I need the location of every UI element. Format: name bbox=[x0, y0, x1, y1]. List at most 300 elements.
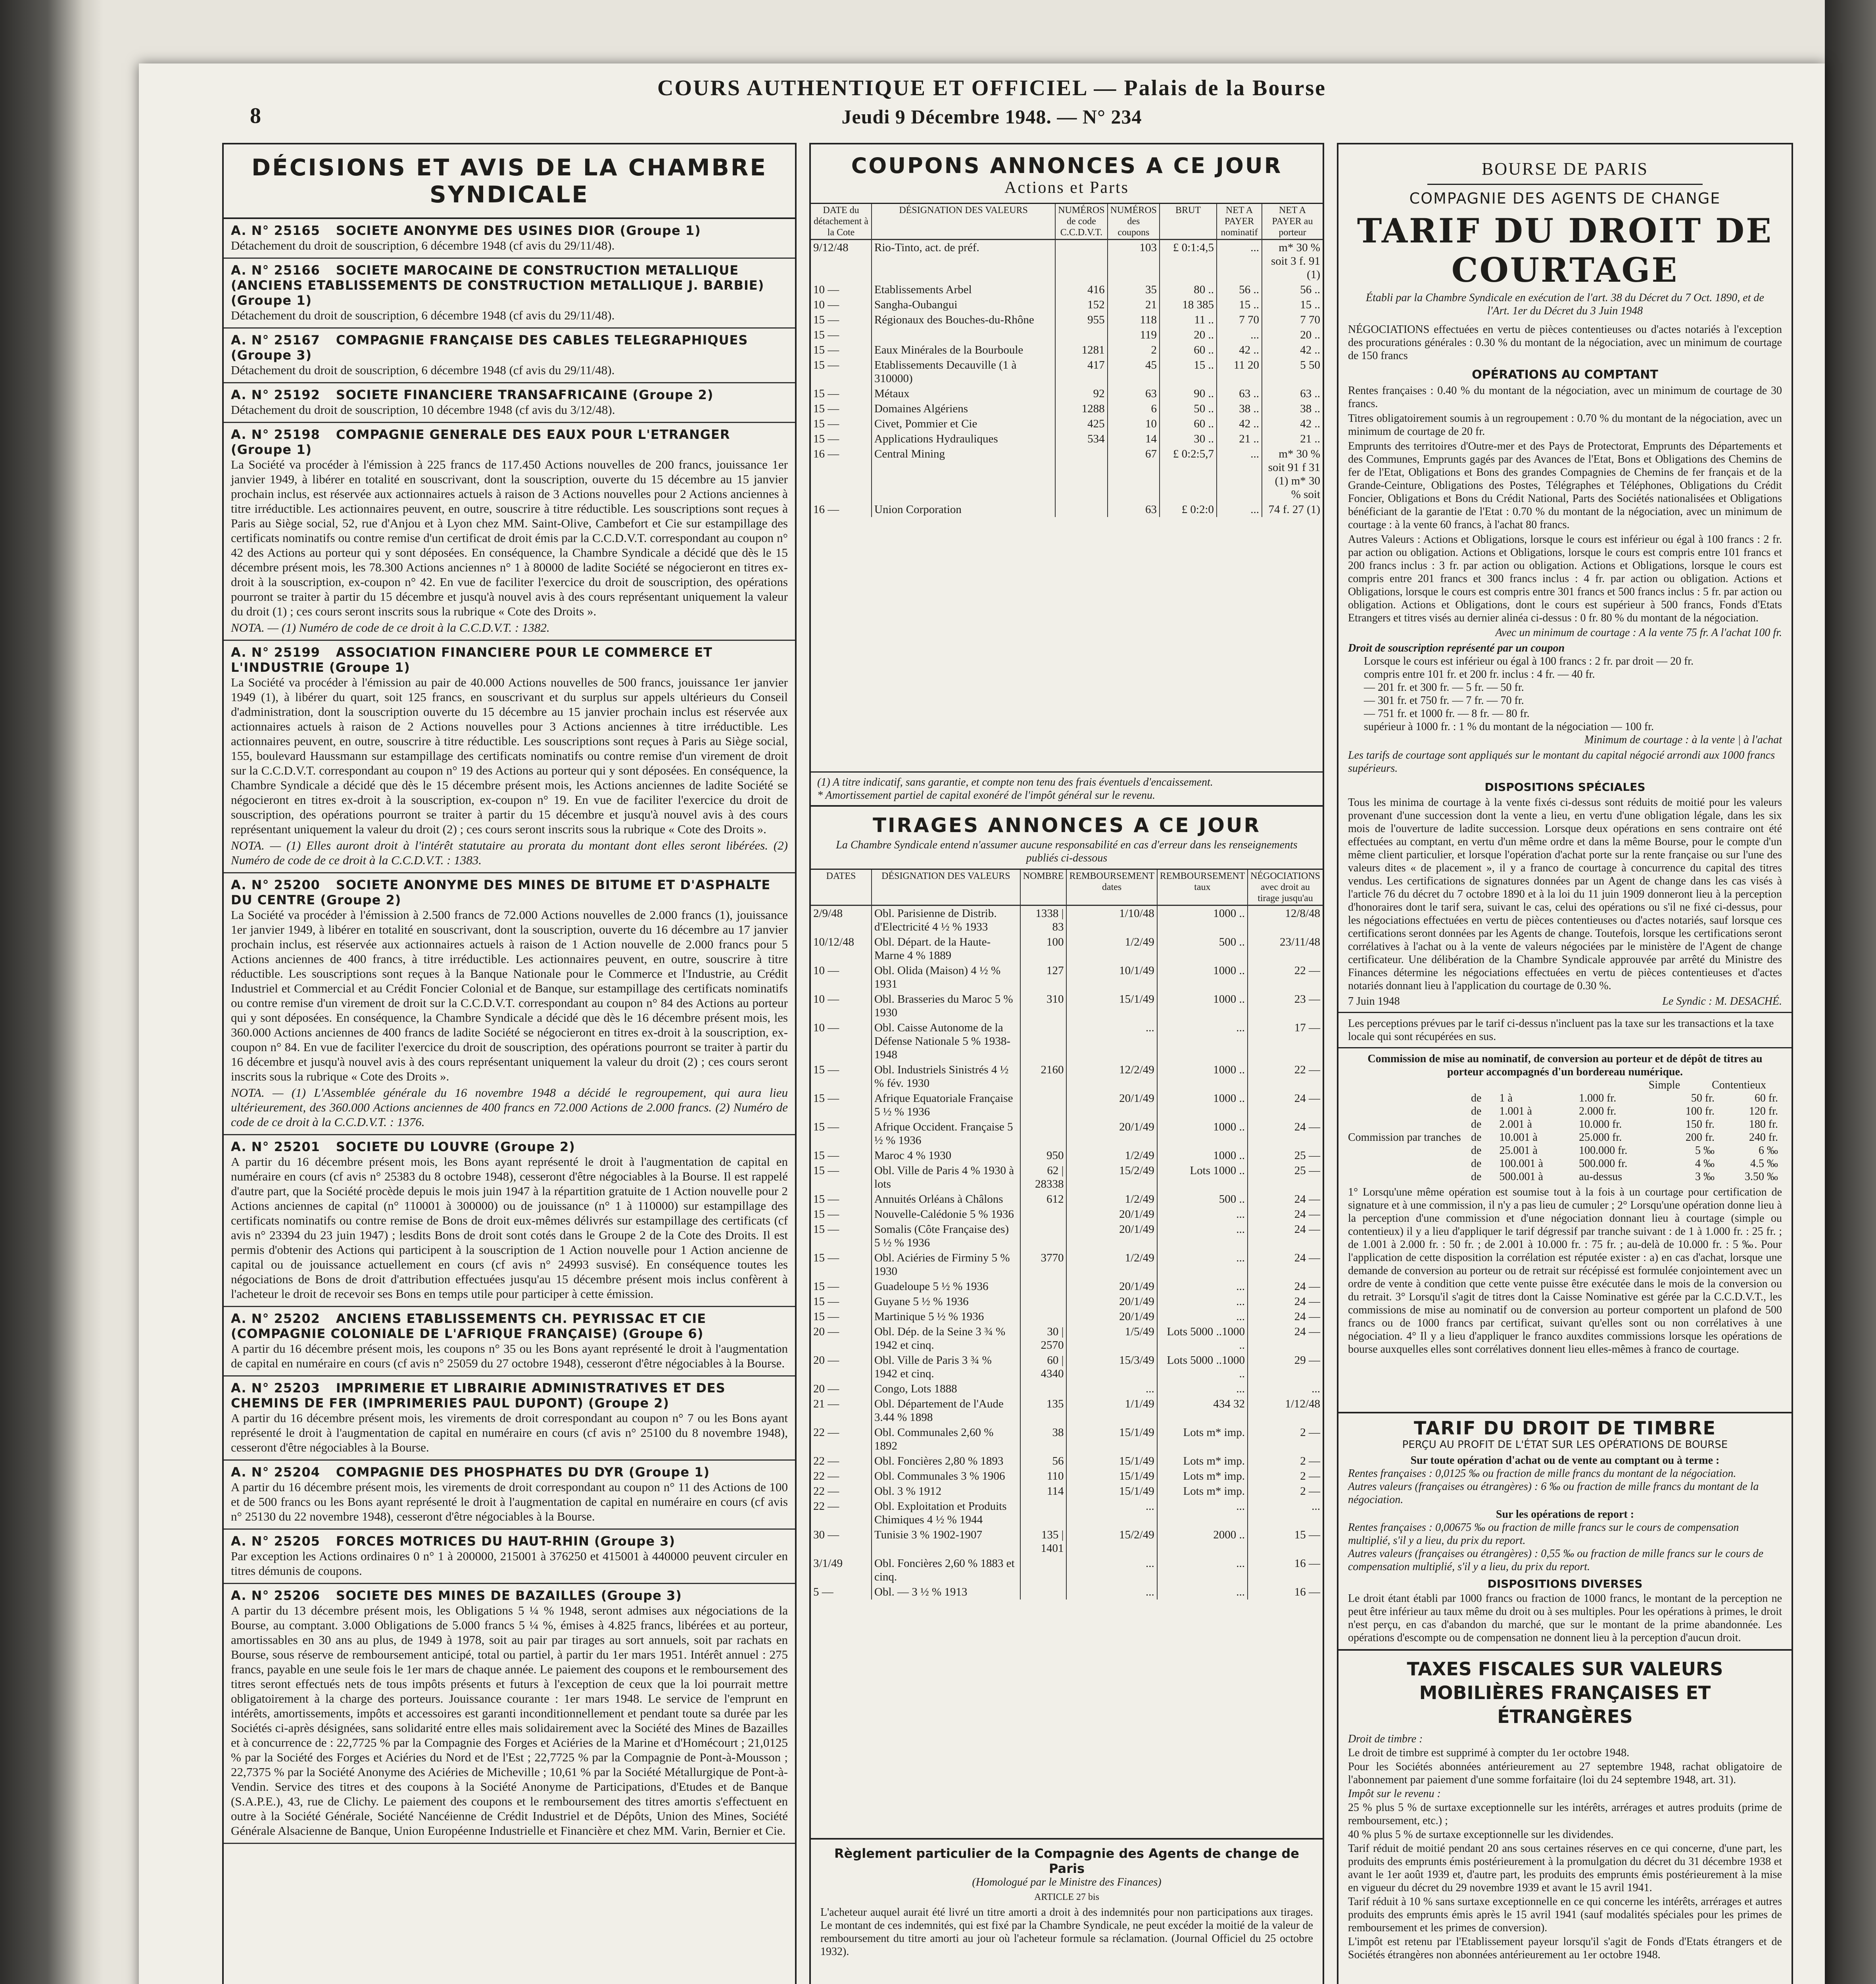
reglement-block bbox=[811, 1838, 1323, 1965]
decision-entry bbox=[224, 1461, 795, 1530]
table-cell: Obl. Brasseries du Maroc 5 % 1930 bbox=[872, 992, 1020, 1020]
decision-company: FORCES MOTRICES DU HAUT-RHIN (Groupe 3) bbox=[336, 1534, 676, 1549]
table-cell: 16 — bbox=[1248, 1584, 1323, 1600]
table-cell: 15 — bbox=[813, 1149, 839, 1162]
table-cell: 62 | 28338 bbox=[1020, 1163, 1067, 1192]
table-cell: Lots 5000 ..1000 .. bbox=[1157, 1353, 1248, 1381]
decision-number: A. N° 25198 bbox=[231, 427, 320, 442]
commission-cell: 2.000 fr. bbox=[1579, 1105, 1617, 1117]
table-cell: Obl. Exploitation et Produits Chimiques 4 ½ % 1944 bbox=[872, 1499, 1020, 1527]
table-cell: 42 .. bbox=[1262, 416, 1323, 431]
table-cell: Lots m* imp. bbox=[1157, 1469, 1248, 1484]
commission-cell: 2.001 à bbox=[1499, 1118, 1532, 1130]
col-remb-dates: REMBOURSEMENT dates bbox=[1066, 870, 1157, 905]
table-cell: 21 .. bbox=[1262, 431, 1323, 446]
col-brut: BRUT bbox=[1160, 204, 1217, 240]
operation-item: Emprunts des territoires d'Outre-mer et des Pays de Protectorat, Emprunts des Départements et des Communes, Emprunts gagés par des Avances de l'Etat, Bons et Obligations des Chemins de fer de l'Etat, Obligations et Bons des grandes Compagnies de Chemins de fer français et de la Grande-Ceinture, Obligations des Postes, Télégraphes et Téléphones, Obligations du Crédit Foncier, Obligations et Bons du Crédit National, Parts des Sociétés nationalisées et Obligations bénéficiant de la garantie de l'Etat : 0.70 % du montant de la négociation, avec un minimum de courtage : à la vente 60 francs, à l'achat 80 francs. bbox=[1348, 440, 1782, 531]
decision-body: A partir du 16 décembre présent mois, les virements de droit correspondant au coupon n° 7 ou les Bons ayant représenté le droit à l'augmentation de capital en numéraire en cours (cf avis n° 25100 du 8 novembre 1948), cesseront d'être négociables à la Bourse. bbox=[231, 1411, 788, 1454]
decision-company: SOCIETE FINANCIERE TRANSAFRICAINE (Groupe 2) bbox=[336, 387, 714, 402]
table-row bbox=[811, 386, 1323, 401]
commission-cell: 500.000 fr. bbox=[1579, 1157, 1628, 1170]
col-coupon-num: NUMÉROS des coupons bbox=[1108, 204, 1160, 240]
decision-entry bbox=[224, 873, 795, 1135]
tarif-subtitle: Établi par la Chambre Syndicale en exécution de l'art. 38 du Décret du 7 Oct. 1890, et de l'Art. 1er du Décret du 3 Juin 1948 bbox=[1366, 292, 1764, 317]
coupons-table-wrap bbox=[811, 203, 1323, 773]
table-cell: Lots m* imp. bbox=[1157, 1425, 1248, 1453]
table-cell: 22 — bbox=[1248, 1062, 1323, 1091]
table-cell: 22 — bbox=[813, 1485, 839, 1498]
table-cell: ... bbox=[1157, 1381, 1248, 1396]
table-cell: 15 — bbox=[813, 417, 839, 430]
taxes-line: Pour les Sociétés abonnées antérieurement au 27 septembre 1948, rachat obligatoire de l'abonnement par paiement d'une somme forfaitaire (loi du 24 septembre 1948, art. 31). bbox=[1348, 1761, 1782, 1786]
decision-heading bbox=[231, 263, 788, 308]
table-cell: Obl. Ville de Paris 3 ¾ % 1942 et cinq. bbox=[872, 1353, 1020, 1381]
table-cell: 24 — bbox=[1248, 1294, 1323, 1309]
table-cell: Etablissements Decauville (1 à 310000) bbox=[872, 358, 1055, 386]
table-cell: 310 bbox=[1020, 992, 1067, 1020]
decision-body: La Société va procéder à l'émission au pair de 40.000 Actions nouvelles de 500 francs, jouissance 1er janvier 1949 (1), à libérer du quart, soit 125 francs, en souscrivant et du surplus sur appels ultérieurs du Conseil d'administration, dont la souscription ouverte du 15 décembre au 15 janvier prochain inclus est réservée aux actionnaires actuels à raison de 2 Actions nouvelles pour 3 Actions anciennes à titre irréductible. Les actionnaires peuvent, en outre, souscrire à titre réductible. Les souscriptions sont reçues à Paris au Siège social, 155, boulevard Haussmann sur estampillage des certificats nominatifs ou contre remise d'un virement de droit sur la C.C.D.V.T. correspondant au coupon n° 19 des Actions au porteur qui y sont déposées. En conséquence, la Chambre Syndicale a décidé que dès le 15 décembre présent mois, les Actions anciennes de ladite Société se négocieront en titres ex-droit à la souscription, ex-coupon n° 19. En vue de faciliter l'exercice du droit de souscription, des opérations pourront se traiter à partir du 15 décembre et jusqu'à nouvel avis à des cours représentant uniquement la valeur du droit (2) ; ces cours seront inscrits sous la rubrique « Cote des Droits ». bbox=[231, 675, 788, 836]
table-row bbox=[811, 1353, 1323, 1381]
commission-cell: au-dessus bbox=[1579, 1171, 1622, 1183]
table-cell: 110 bbox=[1020, 1469, 1067, 1484]
decision-number: A. N° 25204 bbox=[231, 1465, 320, 1480]
table-cell bbox=[1020, 1499, 1067, 1527]
commission-cell: 10.001 à bbox=[1499, 1131, 1538, 1144]
signature-row bbox=[1348, 995, 1782, 1008]
table-cell: Obl. Départ. de la Haute-Marne 4 % 1889 bbox=[872, 934, 1020, 963]
table-row bbox=[811, 1091, 1323, 1119]
table-cell: Obl. Foncières 2,60 % 1883 et cinq. bbox=[872, 1556, 1020, 1584]
table-row bbox=[811, 1556, 1323, 1584]
table-cell: 1338 | 83 bbox=[1020, 905, 1067, 935]
table-cell: 15/2/49 bbox=[1066, 1527, 1157, 1556]
table-row bbox=[811, 1279, 1323, 1294]
table-cell: ... bbox=[1157, 1294, 1248, 1309]
table-cell: 1000 .. bbox=[1157, 1119, 1248, 1148]
decision-heading bbox=[231, 1534, 788, 1549]
table-cell: 15 — bbox=[813, 402, 839, 415]
table-row bbox=[811, 502, 1323, 517]
table-row bbox=[811, 1222, 1323, 1250]
table-cell: 10 — bbox=[813, 1021, 839, 1034]
table-cell: 2 bbox=[1108, 342, 1160, 358]
table-cell: Obl. Ville de Paris 4 % 1930 à lots bbox=[872, 1163, 1020, 1192]
col-nombre: NOMBRE bbox=[1020, 870, 1067, 905]
table-cell: 67 bbox=[1108, 446, 1160, 502]
coupons-title: COUPONS ANNONCES A CE JOUR bbox=[851, 153, 1283, 178]
bourse-title: BOURSE DE PARIS bbox=[1482, 159, 1648, 179]
table-cell: 15/1/49 bbox=[1066, 1453, 1157, 1469]
table-cell: 35 bbox=[1108, 282, 1160, 297]
table-cell: 100 bbox=[1020, 934, 1067, 963]
operations-list bbox=[1348, 384, 1782, 625]
table-cell bbox=[1055, 327, 1107, 342]
table-cell: 2 — bbox=[1248, 1425, 1323, 1453]
table-cell: 20/1/49 bbox=[1066, 1309, 1157, 1324]
table-cell: 127 bbox=[1020, 963, 1067, 992]
commission-cell: 6 ‰ bbox=[1759, 1144, 1778, 1157]
table-cell bbox=[1020, 1381, 1067, 1396]
souscription-row: — 301 fr. et 750 fr. — 7 fr. — 70 fr. bbox=[1364, 694, 1524, 707]
dispositions-text: Tous les minima de courtage à la vente fixés ci-dessus sont réduits de moitié pour les valeurs provenant d'une succession dont la vente a lieu, en vertu d'une obligation légale, dans les six mois de l'ouverture de ladite succession. Lorsque deux opérations en sens contraire ont été effectuées au comptant, en vertu d'un même ordre et dans la même Bourse, pour le compte d'un même client particulier, et lorsque l'opération d'achat porte sur la rente française ou sur l'une des valeurs dites « de placement », il y a franco de courtage à concurrence du capital des titres vendus. Les certifications de signatures données par un Agent de change dans les cas visés à l'article 76 du décret du 7 octobre 1890 et à la loi du 11 juin 1909 donneront lieu à la perception d'honoraires dont le tarif sera, suivant le cas, celui des opérations ou s'il ne fixé ci-dessus, pour les négociations effectuées en vertu de pièces contentieuses ou d'actes notariés, sauf lorsque ces certifications seront données par les Agents de change. Toutefois, lorsque les certifications seront corrélatives à l'achat ou à la vente de valeurs négociées par le ministère de l'Agent de change certificateur. Une délibération de la Chambre Syndicale approuvée par arrêté du Ministre des Finances détermine les négociations effectuées en vertu de pièces contentieuses et d'actes notariés donnant lieu à l'application du courtage de 0.30 %. bbox=[1348, 796, 1782, 992]
decision-entry bbox=[224, 219, 795, 259]
commission-cell: 50 fr. bbox=[1691, 1092, 1715, 1104]
table-cell: 9/12/48 bbox=[813, 241, 849, 254]
table-cell: ... bbox=[1248, 1381, 1323, 1396]
decision-body: Détachement du droit de souscription, 6 décembre 1948 (cf avis du 29/11/48). bbox=[231, 308, 615, 322]
table-cell: 955 bbox=[1055, 312, 1107, 327]
table-cell bbox=[1020, 1119, 1067, 1148]
table-cell: £ 0:1:4,5 bbox=[1160, 240, 1217, 283]
decision-number: A. N° 25203 bbox=[231, 1380, 320, 1396]
table-cell: 416 bbox=[1055, 282, 1107, 297]
taxes-line: L'impôt est retenu par l'Etablissement payeur lorsqu'il s'agit de Fonds d'Etats étrangers et de Sociétés étrangères non abonnées antérieurement au 1er octobre 1948. bbox=[1348, 1936, 1782, 1961]
table-cell: Obl. Aciéries de Firminy 5 % 1930 bbox=[872, 1250, 1020, 1279]
commission-cell: 25.000 fr. bbox=[1579, 1131, 1622, 1144]
table-cell: 15/1/49 bbox=[1066, 1469, 1157, 1484]
souscription-row: — 751 fr. et 1000 fr. — 8 fr. — 80 fr. bbox=[1364, 707, 1530, 720]
decision-note: NOTA. — (1) L'Assemblée générale du 16 novembre 1948 a décidé le regroupement, qui aura lieu ultérieurement, des 360.000 Actions anciennes de 400 francs en 72.000 Actions de 2.000 francs. (2) Numéro de code de ce droit à la C.C.D.V.T. : 1376. bbox=[231, 1086, 788, 1129]
taxe-note: Les perceptions prévues par le tarif ci-dessus n'incluent pas la taxe sur les transactions et la taxe locale qui sont récupérées en sus. bbox=[1348, 1017, 1774, 1043]
tirages-table bbox=[811, 870, 1323, 1600]
table-cell: 60 | 4340 bbox=[1020, 1353, 1067, 1381]
right-column bbox=[1337, 143, 1793, 1984]
table-cell: Nouvelle-Calédonie 5 % 1936 bbox=[872, 1207, 1020, 1222]
commission-cell: 10.000 fr. bbox=[1579, 1118, 1622, 1130]
table-cell: 15/1/49 bbox=[1066, 992, 1157, 1020]
table-row bbox=[811, 1309, 1323, 1324]
decision-company: ASSOCIATION FINANCIERE POUR LE COMMERCE ET L'INDUSTRIE (Groupe 1) bbox=[231, 645, 712, 675]
table-cell: 10 — bbox=[813, 993, 839, 1005]
table-cell bbox=[1055, 446, 1107, 502]
table-cell: 56 .. bbox=[1217, 282, 1262, 297]
commission-cell: 240 fr. bbox=[1749, 1131, 1778, 1144]
decision-body: A partir du 13 décembre présent mois, les Obligations 5 ¼ % 1948, seront admises aux négociations de la Bourse, au comptant. 3.000 Obligations de 5.000 francs 5 ¼ %, émises à 4.825 francs, libérées et au porteur, amortissables en 30 ans au plus, de 1949 à 1978, soit au pair par tirages au sort annuels, soit par rachats en Bourse, sous réserve de remboursement anticipé, total ou partiel, à partir du 1er mars 1951. Intérêt annuel : 275 francs, payable en une seule fois le 1er mars de chaque année. Le paiement des coupons et le remboursement des titres seront effectués nets de tous impôts présents et futurs à l'exception de ceux que la loi pourrait mettre obligatoirement à la charge des porteurs. Jouissance courante : 1er mars 1948. Le service de l'emprunt en intérêts, amortissements, impôts et accessoires est garanti inconditionnellement et pendant toute sa durée par les Sociétés ci-après désignées, sans solidarité entre elles mais solidairement avec la Société des Mines de Bazailles et à concurrence de : 22,7725 % par la Compagnie des Forges et Aciéries de la Marine et d'Homécourt ; 21,0125 % par la Société des Forges et Aciéries du Nord et de l'Est ; 22,7725 % par la Compagnie de Pont-à-Mousson ; 22,7375 % par la Société Anonyme des Aciéries de Micheville ; 10,61 % par la Société Métallurgique de Pont-à-Vendin. Service des titres et des coupons à la Société Anonyme de Participations, d'Etudes et de Banque (S.A.P.E.), 43, rue de Clichy. Le paiement des coupons et le remboursement des titres amortis s'effectuent en outre à la Société Générale, Société Nancéienne de Crédit Industriel et de Dépôts, Union des Mines, Société Générale Alsacienne de Banque, Union Européenne Industrielle et Financière et chez MM. Varin, Bernier et Cie. bbox=[231, 1603, 788, 1838]
table-row bbox=[811, 416, 1323, 431]
table-row bbox=[811, 342, 1323, 358]
decision-note: NOTA. — (1) Numéro de code de ce droit à la C.C.D.V.T. : 1382. bbox=[231, 621, 550, 634]
table-cell: 11 20 bbox=[1217, 358, 1262, 386]
table-row bbox=[811, 1163, 1323, 1192]
coupons-note: (1) A titre indicatif, sans garantie, et compte non tenu des frais éventuels d'encaissement. bbox=[817, 776, 1213, 788]
commission-block bbox=[1348, 1092, 1782, 1183]
table-cell: 1/2/49 bbox=[1066, 1148, 1157, 1163]
table-cell: 22 — bbox=[813, 1500, 839, 1513]
report-title: Sur les opérations de report : bbox=[1496, 1508, 1634, 1521]
table-cell: 24 — bbox=[1248, 1091, 1323, 1119]
coupons-subtitle: Actions et Parts bbox=[1004, 179, 1129, 197]
timbre-comptant: Sur toute opération d'achat ou de vente au comptant ou à terme : bbox=[1410, 1454, 1720, 1467]
decision-number: A. N° 25206 bbox=[231, 1588, 320, 1603]
operations-title: OPÉRATIONS AU COMPTANT bbox=[1472, 368, 1658, 382]
table-row bbox=[811, 1148, 1323, 1163]
table-cell: Obl. Dép. de la Seine 3 ¾ % 1942 et cinq. bbox=[872, 1324, 1020, 1353]
table-cell: 15 — bbox=[813, 1121, 839, 1133]
table-cell: Obl. 3 % 1912 bbox=[872, 1484, 1020, 1499]
table-cell: 23/11/48 bbox=[1248, 934, 1323, 963]
table-cell: 24 — bbox=[1248, 1279, 1323, 1294]
decision-entry bbox=[224, 1530, 795, 1584]
decision-number: A. N° 25200 bbox=[231, 877, 320, 892]
table-row bbox=[811, 1381, 1323, 1396]
table-row bbox=[811, 327, 1323, 342]
reglement-subtitle: (Homologué par le Ministre des Finances) bbox=[972, 1876, 1162, 1888]
table-row bbox=[811, 1294, 1323, 1309]
table-row bbox=[811, 1250, 1323, 1279]
table-cell: ... bbox=[1157, 1584, 1248, 1600]
compagnie-title: COMPAGNIE DES AGENTS DE CHANGE bbox=[1409, 190, 1721, 207]
table-row bbox=[811, 1484, 1323, 1499]
table-cell: 38 .. bbox=[1262, 401, 1323, 416]
table-cell: ... bbox=[1066, 1556, 1157, 1584]
decision-heading bbox=[231, 1380, 788, 1411]
table-row bbox=[811, 1062, 1323, 1091]
table-cell: 15 — bbox=[813, 359, 839, 371]
table-cell: 1/2/49 bbox=[1066, 934, 1157, 963]
table-cell: 1/10/48 bbox=[1066, 905, 1157, 935]
tarif-note: Les tarifs de courtage sont appliqués sur le montant du capital négocié arrondi aux 1000 francs supérieurs. bbox=[1348, 749, 1775, 775]
table-cell: 24 — bbox=[1248, 1309, 1323, 1324]
table-cell: 21 — bbox=[813, 1398, 839, 1410]
table-cell: 15 — bbox=[813, 387, 839, 400]
coupons-table bbox=[811, 204, 1323, 517]
table-cell: Domaines Algériens bbox=[872, 401, 1055, 416]
reglement-article: ARTICLE 27 bis bbox=[1034, 1892, 1099, 1902]
table-cell: 80 .. bbox=[1160, 282, 1217, 297]
diverses-text: Le droit étant établi par 1000 francs ou fraction de 1000 francs, le montant de la perception ne peut être inférieur au taux même du droit ou à ses multiples. Pour les opérations à primes, le droit n'est perçu, en cas d'abandon du marché, que sur le montant de la prime abandonnée. Les opérations d'escompte ou de compensation ne donnent lieu à la perception d'aucun droit. bbox=[1348, 1592, 1782, 1644]
report-line: Autres valeurs (françaises ou étrangères) : 0,55 ‰ ou fraction de mille francs sur le cours de compensation multiplié, s'il y a lieu, du prix du report. bbox=[1348, 1548, 1764, 1573]
page-header-subtitle: Jeudi 9 Décembre 1948. — N° 234 bbox=[841, 106, 1142, 128]
table-cell: ... bbox=[1157, 1309, 1248, 1324]
table-cell: Civet, Pommier et Cie bbox=[872, 416, 1055, 431]
col-negociations: NÉGOCIATIONS avec droit au tirage jusqu'au bbox=[1248, 870, 1323, 905]
table-cell: 30 — bbox=[813, 1528, 839, 1541]
table-row bbox=[811, 1453, 1323, 1469]
decision-company: COMPAGNIE GENERALE DES EAUX POUR L'ETRANGER (Groupe 1) bbox=[231, 427, 730, 457]
table-cell: Central Mining bbox=[872, 446, 1055, 502]
decision-company: SOCIETE MAROCAINE DE CONSTRUCTION METALLIQUE (ANCIENS ETABLISSEMENTS DE CONSTRUCTION METALLIQUE J. BARBIE) (Groupe 1) bbox=[231, 263, 764, 308]
commission-cell: 100.001 à bbox=[1499, 1157, 1543, 1170]
minimum-note: Avec un minimum de courtage : A la vente 75 fr. A l'achat 100 fr. bbox=[1495, 627, 1782, 639]
table-cell: 534 bbox=[1055, 431, 1107, 446]
table-cell: 20/1/49 bbox=[1066, 1222, 1157, 1250]
table-cell: 10 bbox=[1108, 416, 1160, 431]
tirages-rows bbox=[811, 905, 1323, 1600]
decision-company: ANCIENS ETABLISSEMENTS CH. PEYRISSAC ET CIE (COMPAGNIE COLONIALE DE L'AFRIQUE FRANÇAISE) (Groupe 6) bbox=[231, 1311, 707, 1341]
col-dates: DATES bbox=[811, 870, 872, 905]
table-cell: 25 — bbox=[1248, 1148, 1323, 1163]
commission-row bbox=[1467, 1092, 1782, 1105]
tirages-subtitle: La Chambre Syndicale entend n'assumer aucune responsabilité en cas d'erreur dans les renseignements publiés ci-dessous bbox=[836, 839, 1298, 864]
table-cell: ... bbox=[1217, 327, 1262, 342]
table-cell: 1/1/49 bbox=[1066, 1396, 1157, 1425]
commission-cell: 180 fr. bbox=[1749, 1118, 1778, 1130]
table-cell: 15 — bbox=[813, 1280, 839, 1293]
commission-cell: 1.000 fr. bbox=[1579, 1092, 1617, 1104]
table-cell: 103 bbox=[1108, 240, 1160, 283]
table-cell: 20/1/49 bbox=[1066, 1294, 1157, 1309]
table-cell bbox=[1020, 1279, 1067, 1294]
table-cell: ... bbox=[1217, 446, 1262, 502]
commission-row bbox=[1467, 1131, 1782, 1144]
page bbox=[139, 63, 1825, 1984]
decision-entry bbox=[224, 1135, 795, 1307]
coupons-notes bbox=[811, 773, 1323, 807]
table-cell: 425 bbox=[1055, 416, 1107, 431]
decision-body: A partir du 16 décembre présent mois, les Bons ayant représenté le droit à l'augmentation de capital en numéraire en cours (cf avis n° 25383 du 8 octobre 1948), cesseront d'être négociables à la Bourse. Il est rappelé d'autre part, que la Société procède depuis le mois juin 1947 à la répartition gratuite de 1 Action nouvelle pour 2 Actions anciennes de capital (n° 110001 à 300000) ou de jouissance (n° 1 à 110000) sur estampillage des certificats nominatifs ou contre remise de Bons de droit eux-mêmes délivrés sur estampillage des certificats (cf avis n° 23394 du 23 juin 1947) ; lesdits Bons de droit sont cotés dans le Groupe 2 de la Cote des Droits. Il est permis d'obtenir des Actions qui participent à la souscription de 1 Action nouvelle pour 1 Action ancienne de capital ou de jouissance actuellement en cours (cf avis n° 24993 susvisé). En conséquence toutes les négociations de Bons de droit d'attribution effectuées jusqu'au 15 décembre présent mois inclus confèrent à l'acheteur le droit de recevoir ses Bons en temps utile pour participer à cette émission. bbox=[231, 1155, 788, 1301]
decision-company: SOCIETE ANONYME DES MINES DE BITUME ET D'ASPHALTE DU CENTRE (Groupe 2) bbox=[231, 877, 771, 907]
taxes-line: 25 % plus 5 % de surtaxe exceptionnelle sur les intérêts, arrérages et autres produits (prime de remboursement, etc.) ; bbox=[1348, 1801, 1782, 1827]
decision-entry bbox=[224, 383, 795, 423]
table-cell: 135 | 1401 bbox=[1020, 1527, 1067, 1556]
tirages-table-wrap bbox=[811, 869, 1323, 1838]
tarif-title: TARIF DU DROIT DE COURTAGE bbox=[1357, 211, 1773, 290]
table-cell: 15/2/49 bbox=[1066, 1163, 1157, 1192]
table-cell: 152 bbox=[1055, 297, 1107, 312]
middle-column bbox=[809, 143, 1324, 1984]
decision-heading bbox=[231, 1588, 788, 1603]
decision-company: SOCIETE ANONYME DES USINES DIOR (Groupe 1) bbox=[336, 223, 701, 238]
table-cell: Martinique 5 ½ % 1936 bbox=[872, 1309, 1020, 1324]
decision-number: A. N° 25205 bbox=[231, 1534, 320, 1549]
decision-entry bbox=[224, 259, 795, 329]
decision-company: SOCIETE DES MINES DE BAZAILLES (Groupe 3) bbox=[336, 1588, 682, 1603]
commission-row bbox=[1467, 1105, 1782, 1118]
decision-body: A partir du 16 décembre présent mois, les coupons n° 35 ou les Bons ayant représenté le droit à l'augmentation de capital en numéraire en cours (cf avis n° 25059 du 27 octobre 1948), cesseront d'être négociables à la Bourse. bbox=[231, 1342, 788, 1370]
decision-entry bbox=[224, 641, 795, 873]
table-cell: 15 — bbox=[813, 313, 839, 326]
table-row bbox=[811, 1020, 1323, 1062]
table-cell: 24 — bbox=[1248, 1192, 1323, 1207]
table-cell: 119 bbox=[1108, 327, 1160, 342]
table-row bbox=[811, 1396, 1323, 1425]
commission-cell: 1.001 à bbox=[1499, 1105, 1532, 1117]
table-cell: 29 — bbox=[1248, 1353, 1323, 1381]
commission-cell: de bbox=[1471, 1131, 1482, 1144]
negociations-text: NÉGOCIATIONS effectuées en vertu de pièces contentieuses ou d'actes notariés à l'exception des procurations générales : 0.30 % du montant de la négociation, avec un minimum de courtage de 150 francs bbox=[1348, 323, 1782, 362]
table-cell: 950 bbox=[1020, 1148, 1067, 1163]
table-cell: 22 — bbox=[813, 1470, 839, 1482]
commission-cell: 4.5 ‰ bbox=[1750, 1157, 1778, 1170]
table-cell: 500 .. bbox=[1157, 934, 1248, 963]
table-cell: 434 32 bbox=[1157, 1396, 1248, 1425]
table-cell: ... bbox=[1157, 1499, 1248, 1527]
table-cell: 20 .. bbox=[1160, 327, 1217, 342]
timbre-line: Rentes françaises : 0,0125 ‰ ou fraction de mille francs du montant de la négociation. bbox=[1348, 1467, 1736, 1480]
table-cell: m* 30 % soit 3 f. 91 (1) bbox=[1262, 240, 1323, 283]
table-cell: 15 .. bbox=[1160, 358, 1217, 386]
taxes-list bbox=[1348, 1732, 1782, 1961]
table-cell: Sangha-Oubangui bbox=[872, 297, 1055, 312]
commission-cell: 60 fr. bbox=[1754, 1092, 1778, 1104]
table-cell bbox=[872, 327, 1055, 342]
table-cell: ... bbox=[1066, 1381, 1157, 1396]
table-cell: 16 — bbox=[813, 503, 839, 516]
table-row bbox=[811, 401, 1323, 416]
table-cell: Afrique Equatoriale Française 5 ½ % 1936 bbox=[872, 1091, 1020, 1119]
table-cell: 63 .. bbox=[1217, 386, 1262, 401]
operation-item: Titres obligatoirement soumis à un regroupement : 0.70 % du montant de la négociation, avec un minimum de courtage de 20 fr. bbox=[1348, 412, 1782, 438]
table-cell: 42 .. bbox=[1217, 342, 1262, 358]
table-cell: 11 .. bbox=[1160, 312, 1217, 327]
table-cell: 3770 bbox=[1020, 1250, 1067, 1279]
table-cell bbox=[1055, 240, 1107, 283]
table-cell: 15 — bbox=[813, 1310, 839, 1323]
table-cell: £ 0:2:5,7 bbox=[1160, 446, 1217, 502]
table-cell: Eaux Minérales de la Bourboule bbox=[872, 342, 1055, 358]
table-cell: 17 — bbox=[1248, 1020, 1323, 1062]
table-cell: 1000 .. bbox=[1157, 1148, 1248, 1163]
table-cell: Obl. Caisse Autonome de la Défense Nationale 5 % 1938-1948 bbox=[872, 1020, 1020, 1062]
sign-date: 7 Juin 1948 bbox=[1348, 995, 1400, 1007]
decision-body: A partir du 16 décembre présent mois, les virements de droit correspondant au coupon n° 11 des Actions de 100 et de 500 francs ou les Bons ayant représenté le droit à l'augmentation de capital en numéraire en cours (cf avis n° 25130 du 22 novembre 1948), cesseront d'être négociables à la Bourse. bbox=[231, 1480, 788, 1523]
souscription-row: supérieur à 1000 fr. : 1 % du montant de la négociation — 100 fr. bbox=[1364, 721, 1654, 733]
table-cell: 10 — bbox=[813, 283, 839, 296]
table-cell: Lots 5000 ..1000 .. bbox=[1157, 1324, 1248, 1353]
commission-table bbox=[1467, 1092, 1782, 1183]
commission-header bbox=[1348, 1079, 1782, 1092]
table-cell: 22 — bbox=[1248, 963, 1323, 992]
commission-row bbox=[1467, 1170, 1782, 1183]
table-cell: ... bbox=[1066, 1584, 1157, 1600]
table-row bbox=[811, 1425, 1323, 1453]
table-cell: 1000 .. bbox=[1157, 1091, 1248, 1119]
table-cell bbox=[1020, 1207, 1067, 1222]
commission-row bbox=[1467, 1157, 1782, 1170]
table-cell: Congo, Lots 1888 bbox=[872, 1381, 1020, 1396]
table-row bbox=[811, 297, 1323, 312]
report-line: Rentes françaises : 0,00675 ‰ ou fraction de mille francs sur le cours de compensation multiplié, s'il y a lieu, du prix du report. bbox=[1348, 1521, 1739, 1547]
table-cell: 15 — bbox=[813, 1164, 839, 1177]
col-remb-taux: REMBOURSEMENT taux bbox=[1157, 870, 1248, 905]
decision-body: Détachement du droit de souscription, 6 décembre 1948 (cf avis du 29/11/48). bbox=[231, 363, 615, 377]
table-cell: 45 bbox=[1108, 358, 1160, 386]
coupons-rows bbox=[811, 240, 1323, 517]
commission-row bbox=[1467, 1118, 1782, 1131]
commission-cell: 5 ‰ bbox=[1695, 1144, 1715, 1157]
table-cell: 2 — bbox=[1248, 1484, 1323, 1499]
minimum-label: Minimum de courtage : à la vente | à l'achat bbox=[1584, 734, 1782, 746]
table-cell: 20 — bbox=[813, 1325, 839, 1338]
table-cell: 1000 .. bbox=[1157, 905, 1248, 935]
table-cell: Maroc 4 % 1930 bbox=[872, 1148, 1020, 1163]
table-row bbox=[811, 312, 1323, 327]
decision-heading bbox=[231, 645, 788, 675]
table-cell: 15 — bbox=[813, 1193, 839, 1205]
table-cell: Obl. — 3 ½ % 1913 bbox=[872, 1584, 1020, 1600]
table-cell: 2 — bbox=[1248, 1453, 1323, 1469]
table-cell: ... bbox=[1066, 1020, 1157, 1062]
table-cell: 20/1/49 bbox=[1066, 1091, 1157, 1119]
table-row bbox=[811, 1324, 1323, 1353]
table-cell: 10 — bbox=[813, 964, 839, 977]
decision-company: COMPAGNIE FRANÇAISE DES CABLES TELEGRAPHIQUES (Groupe 3) bbox=[231, 333, 748, 363]
table-cell: 23 — bbox=[1248, 992, 1323, 1020]
table-cell: 20 .. bbox=[1262, 327, 1323, 342]
col-porteur: NET A PAYER au porteur bbox=[1262, 204, 1323, 240]
commission-cell: 3.50 ‰ bbox=[1745, 1171, 1778, 1183]
decision-heading bbox=[231, 877, 788, 907]
col-designation: DÉSIGNATION DES VALEURS bbox=[872, 870, 1020, 905]
table-cell: 1000 .. bbox=[1157, 1062, 1248, 1091]
table-cell: Applications Hydrauliques bbox=[872, 431, 1055, 446]
table-cell: 2000 .. bbox=[1157, 1527, 1248, 1556]
table-cell bbox=[1020, 1222, 1067, 1250]
decision-body: Détachement du droit de souscription, 6 décembre 1948 (cf avis du 29/11/48). bbox=[231, 238, 615, 252]
taxes-line: Le droit de timbre est supprimé à compter du 1er octobre 1948. bbox=[1348, 1747, 1630, 1759]
table-cell: 15 — bbox=[813, 433, 839, 445]
table-cell: 24 — bbox=[1248, 1324, 1323, 1353]
